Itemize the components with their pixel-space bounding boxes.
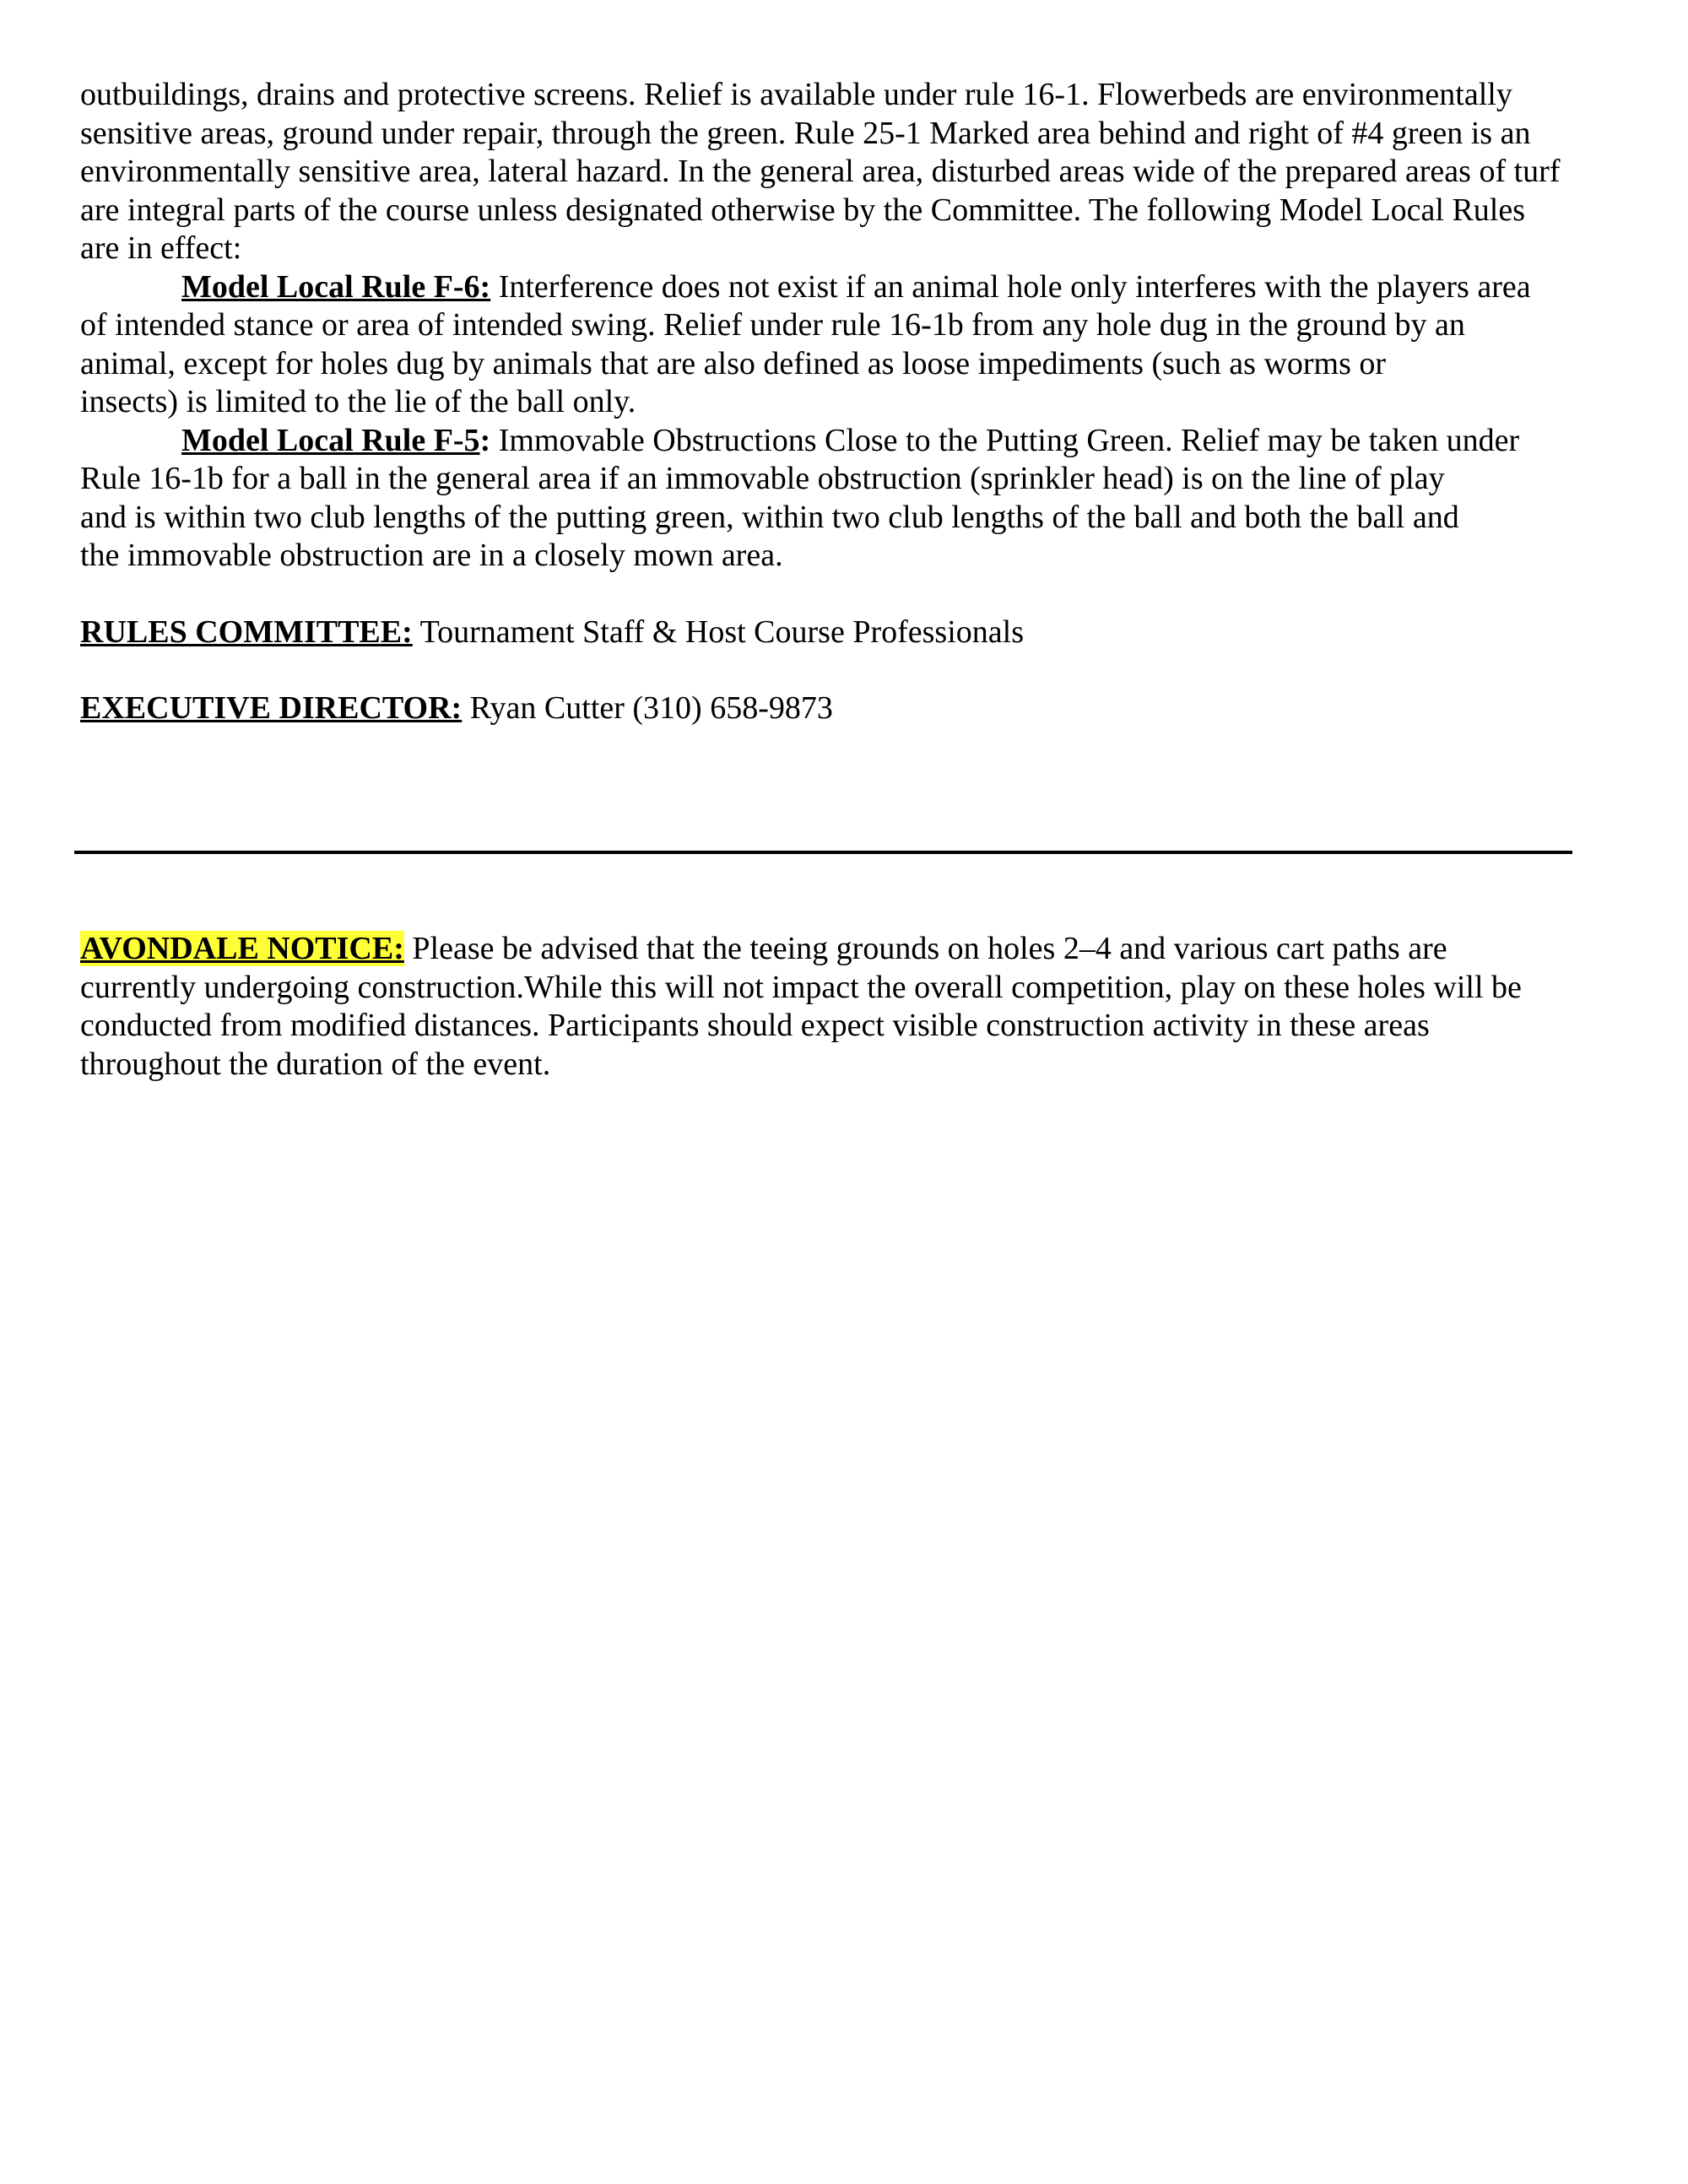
rule-f5-line: Rule 16-1b for a ball in the general area if an immovable obstruction (sprinkler head) is on the line of play (80, 461, 1445, 496)
rules-committee-value: Tournament Staff & Host Course Professionals (412, 614, 1024, 650)
intro-line: environmentally sensitive area, lateral hazard. In the general area, disturbed areas wide of the prepared areas of turf (80, 154, 1561, 189)
avondale-notice (80, 930, 1616, 1084)
document-body (80, 76, 1616, 728)
rule-f6-line: insects) is limited to the lie of the ball only. (80, 384, 636, 419)
notice-label: AVONDALE NOTICE: (80, 931, 404, 966)
intro-line: are in effect: (80, 230, 242, 266)
rule-f6-label: Model Local Rule F-6: (181, 268, 491, 305)
spacer (80, 651, 1616, 689)
rule-f5-line: the immovable obstruction are in a closely mown area. (80, 538, 783, 573)
notice-line: currently undergoing construction.While this will not impact the overall competition, play on these holes will be (80, 969, 1522, 1005)
rule-f5-line: and is within two club lengths of the putting green, within two club lengths of the ball and both the ball and (80, 499, 1459, 535)
horizontal-divider (74, 851, 1572, 854)
intro-line: are integral parts of the course unless designated otherwise by the Committee. The following Model Local Rules (80, 192, 1526, 228)
notice-text: Please be advised that the teeing grounds on holes 2–4 and various cart paths are (403, 931, 1447, 966)
rule-f6-paragraph (80, 268, 1616, 422)
notice-line: conducted from modified distances. Participants should expect visible construction activity in these areas (80, 1008, 1430, 1043)
intro-line: sensitive areas, ground under repair, through the green. Rule 25-1 Marked area behind and right of #4 green is an (80, 115, 1531, 151)
executive-director-label: EXECUTIVE DIRECTOR: (80, 690, 463, 726)
rule-f6-text: Interference does not exist if an animal hole only interferes with the players area (490, 268, 1531, 305)
executive-director-value: Ryan Cutter (310) 658-9873 (462, 690, 833, 726)
executive-director-line (80, 689, 1616, 728)
rule-f5-text: Immovable Obstructions Close to the Putting Green. Relief may be taken under (490, 422, 1520, 458)
notice-line: throughout the duration of the event. (80, 1046, 551, 1082)
rule-f5-paragraph (80, 422, 1616, 576)
rule-f6-line: animal, except for holes dug by animals that are also defined as loose impediments (such as worms or (80, 345, 1387, 381)
rule-f5-label: Model Local Rule F-5 (181, 422, 480, 458)
notice-paragraph (80, 930, 1616, 1084)
intro-paragraph (80, 76, 1616, 268)
rule-f6-line: of intended stance or area of intended swing. Relief under rule 16-1b from any hole dug in the ground by an (80, 307, 1465, 343)
intro-line: outbuildings, drains and protective screens. Relief is available under rule 16-1. Flowerbeds are environmentally (80, 77, 1512, 112)
rules-committee-label: RULES COMMITTEE: (80, 614, 413, 650)
rule-f5-colon: : (479, 422, 491, 458)
rules-committee-line (80, 614, 1616, 652)
spacer (80, 576, 1616, 614)
